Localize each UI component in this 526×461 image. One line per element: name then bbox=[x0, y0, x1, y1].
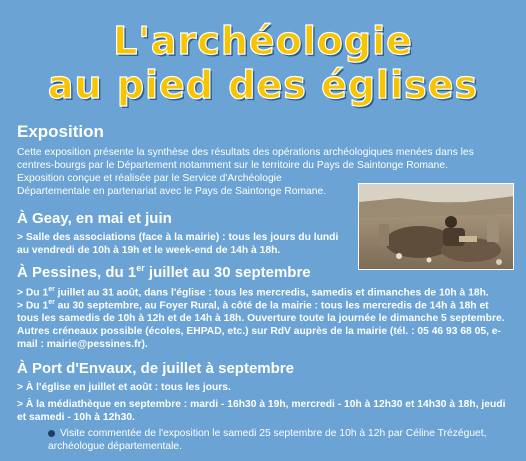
excavation-photo bbox=[358, 183, 514, 270]
geay-item-1: > Salle des associations (face à la mairie) : tous les jours du lundi au vendredi de 10h à 19h et le week-end de 14h à 18h. bbox=[17, 232, 339, 256]
envaux-item-2: > À la médiathèque en septembre : mardi - 16h30 à 19h, mercredi - 10h à 12h30 et 14h30 à 18h, jeudi et samedi - 10h à 12h30. bbox=[17, 399, 506, 423]
guided-visit-note: Visite commentée de l'exposition le samedi 25 septembre de 10h à 12h par Céline Trézéguet, archéologue départementale. bbox=[48, 428, 487, 452]
pessines-item-1: > Du 1er juillet au 31 août, dans l'église : tous les mercredis, samedis et dimanches de 10h à 18h. bbox=[17, 286, 489, 299]
excavation-photo-graphic bbox=[359, 184, 514, 270]
credit-paragraph: Exposition conçue et réalisée par le Service d'Archéologie Départementale en partenariat avec le Pays de Saintonge Romane. bbox=[17, 173, 327, 197]
bullet-icon bbox=[48, 430, 55, 437]
intro-paragraph: Cette exposition présente la synthèse des résultats des opérations archéologiques menées dans les centres-bourgs par le Département notamment sur le territoire du Pays de Saintonge Romane. bbox=[17, 147, 474, 171]
pessines-heading: À Pessines, du 1er juillet au 30 septembre bbox=[17, 263, 311, 281]
envaux-heading: À Port d'Envaux, de juillet à septembre bbox=[17, 360, 294, 377]
title-line-2: au pied des églises bbox=[47, 63, 479, 107]
title-line-1: L'archéologie bbox=[113, 19, 413, 63]
exposition-heading: Exposition bbox=[17, 122, 104, 141]
envaux-item-1: > À l'église en juillet et août : tous les jours. bbox=[17, 382, 231, 393]
pessines-item-2: > Du 1er au 30 septembre, au Foyer Rural, à côté de la mairie : tous les mercredis de 14h à 18h et tous les samedis de 10h à 12h et de 14h à 18h. Ouverture toute la journée le dimanche 5 septembre. Autres créneaux possible (écoles, EHPAD, etc.) sur RdV auprès de la mairie (tél. : 05 46 93 68 05, e-mail : mairie@pessines.fr). bbox=[17, 299, 505, 351]
geay-heading: À Geay, en mai et juin bbox=[17, 210, 172, 227]
